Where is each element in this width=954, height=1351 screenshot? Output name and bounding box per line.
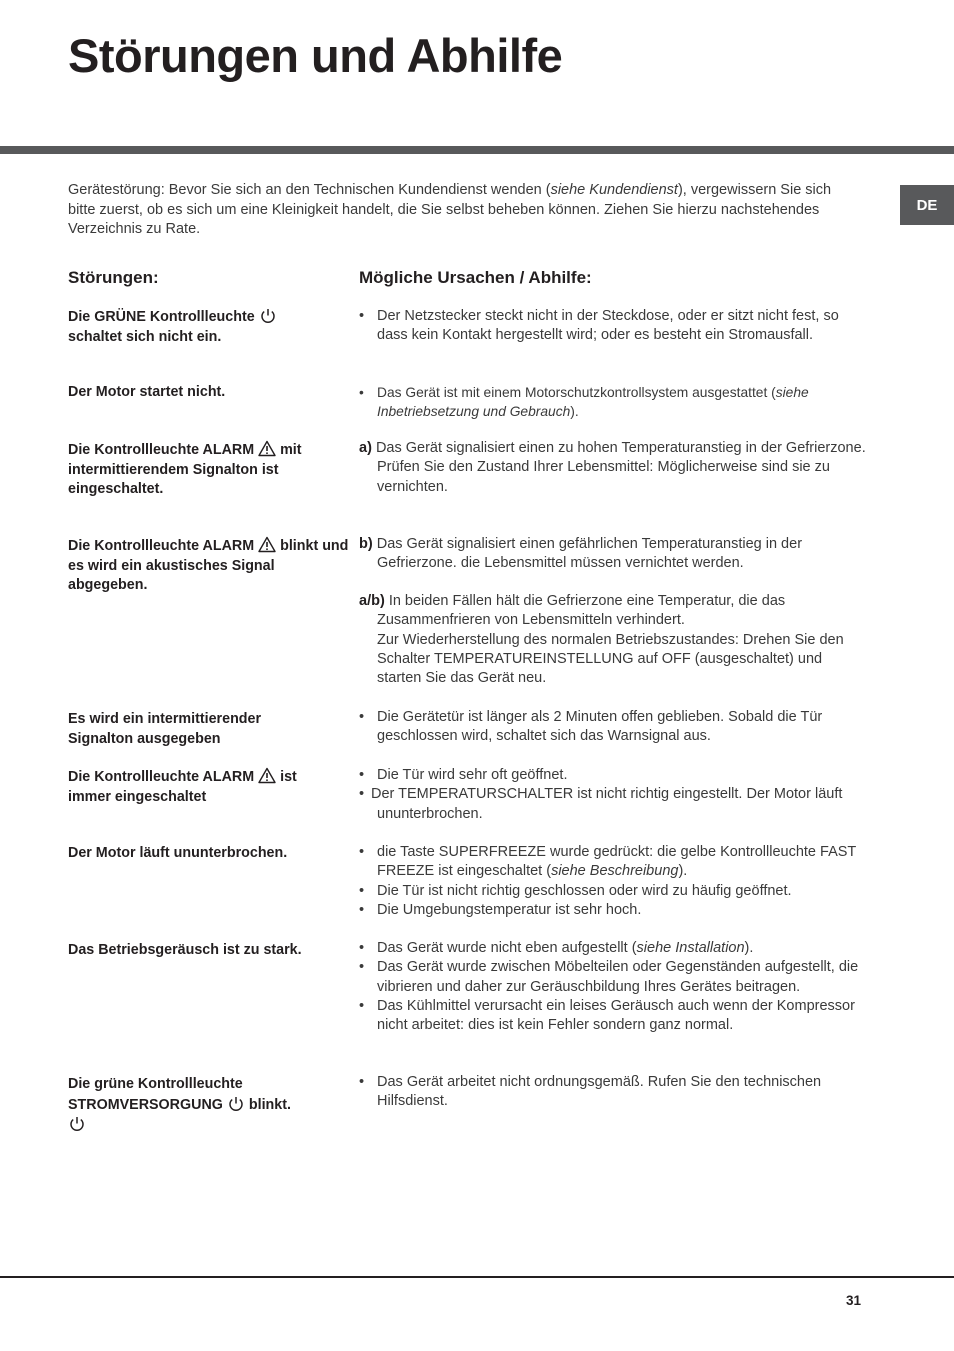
remedy-green-light bbox=[359, 307, 869, 346]
intro-reference: siehe Kundendienst bbox=[550, 182, 678, 198]
remedies-column-heading: Mögliche Ursachen / Abhilfe: bbox=[359, 268, 592, 287]
problem-alarm-always-on: Die Kontrollleuchte ALARM ist immer eingeschaltet bbox=[68, 769, 297, 805]
list-item: • die Taste SUPERFREEZE wurde gedrückt: die gelbe Kontrollleuchte FAST FREEZE ist eingeschaltet (siehe Beschreibung). bbox=[359, 844, 857, 880]
list-item: • Die Gerätetür ist länger als 2 Minuten offen geblieben. Sobald die Tür geschlossen wird, schaltet sich das Warnsignal aus. bbox=[359, 709, 823, 745]
problem-power-light-blinking: Die grüne Kontrollleuchte STROMVERSORGUNG blinkt. bbox=[68, 1075, 318, 1136]
list-item: • Die Tür wird sehr oft geöffnet. bbox=[359, 767, 568, 783]
intro-text-end: ), vergewissern Sie sich bitte zuerst, ob es sich um eine Kleinigkeit handelt, die Sie selbst beheben können. Ziehen Sie hierzu nachstehendes Verzeichnis zu Rate. bbox=[68, 182, 832, 237]
list-item: • Das Gerät ist mit einem Motorschutzkontrollsystem ausgestattet (siehe Inbetriebsetzung und Gebrauch). bbox=[359, 385, 809, 420]
problems-column-heading: Störungen: bbox=[68, 268, 159, 287]
power-icon bbox=[227, 1095, 245, 1112]
problem-noise: Das Betriebsgeräusch ist zu stark. bbox=[68, 942, 302, 958]
language-tab bbox=[900, 185, 954, 225]
list-item: • Die Tür ist nicht richtig geschlossen oder wird zu häufig geöffnet. bbox=[359, 882, 792, 899]
list-item: b) Das Gerät signalisiert einen gefährlichen Temperaturanstieg in der Gefrierzone. die Lebensmittel müssen vernichtet werden. bbox=[359, 536, 803, 572]
list-item: • Die Umgebungstemperatur ist sehr hoch. bbox=[359, 901, 642, 918]
bottom-rule-divider bbox=[0, 1276, 954, 1278]
intro-text: Gerätestörung: Bevor Sie sich an den Technischen Kundendienst wenden ( bbox=[68, 182, 551, 198]
list-item: • Der Netzstecker steckt nicht in der Steckdose, oder er sitzt nicht fest, so dass kein Kontakt hergestellt wird; oder es besteht ein Stromausfall. bbox=[359, 308, 839, 344]
problem-alarm-intermittent: Die Kontrollleuchte ALARM mit intermittierendem Signalton ist eingeschaltet. bbox=[68, 442, 302, 497]
language-tab-label: DE bbox=[916, 196, 938, 214]
top-rule-divider bbox=[0, 146, 954, 154]
remedy-motor-continuous bbox=[359, 843, 869, 920]
remedy-noise bbox=[359, 939, 859, 1035]
list-item: • Der TEMPERATURSCHALTER ist nicht richtig eingestellt. Der Motor läuft ununterbrochen. bbox=[359, 786, 843, 822]
problem-alarm-blinking: Die Kontrollleuchte ALARM blinkt und es wird ein akustisches Signal abgegeben. bbox=[68, 538, 349, 593]
list-item: a) Das Gerät signalisiert einen zu hohen Temperaturanstieg in der Gefrierzone. Prüfen Sie den Zustand Ihrer Lebensmittel: Möglicherweise sind sie zu vernichten. bbox=[359, 440, 866, 495]
remedy-alarm-b bbox=[359, 535, 869, 574]
remedy-motor-not-starting bbox=[359, 383, 839, 422]
page-title: Störungen und Abhilfe bbox=[68, 29, 563, 82]
power-icon bbox=[259, 307, 277, 324]
list-item: • Das Gerät wurde zwischen Möbelteilen oder Gegenständen aufgestellt, die vibrieren und daher zur Geräuschbildung Ihres Gerätes beitragen. bbox=[359, 959, 859, 995]
problem-intermittent-signal: Es wird ein intermittierender Signalton ausgegeben bbox=[68, 711, 262, 747]
remedy-alarm-always-on bbox=[359, 766, 869, 824]
warning-icon bbox=[258, 767, 276, 784]
intro-paragraph bbox=[68, 181, 858, 240]
warning-icon bbox=[258, 536, 276, 553]
remedy-alarm-a bbox=[359, 439, 869, 497]
list-item: • Das Gerät arbeitet nicht ordnungsgemäß. Rufen Sie den technischen Hilfsdienst. bbox=[359, 1074, 822, 1110]
remedy-alarm-ab bbox=[359, 592, 859, 688]
problem-green-light: Die GRÜNE Kontrollleuchte schaltet sich nicht ein. bbox=[68, 307, 350, 347]
list-item: a/b) In beiden Fällen hält die Gefrierzone eine Temperatur, die das Zusammenfrieren von Lebensmitteln verhindert. Zur Wiederherstellung des normalen Betriebszustandes: Drehen Sie den Schalter TEMPERATUREINSTELLUNG auf OFF (ausgeschaltet) und starten Sie das Gerät neu. bbox=[359, 593, 844, 687]
warning-icon bbox=[258, 440, 276, 457]
page-number: 31 bbox=[845, 1293, 861, 1308]
list-item: • Das Gerät wurde nicht eben aufgestellt (siehe Installation). bbox=[359, 940, 754, 956]
list-item: • Das Kühlmittel verursacht ein leises Geräusch auch wenn der Kompressor nicht arbeitet: dies ist kein Fehler sondern ganz normal. bbox=[359, 997, 855, 1034]
power-icon bbox=[68, 1115, 86, 1132]
problem-motor-continuous: Der Motor läuft ununterbrochen. bbox=[68, 845, 288, 861]
remedy-power-light-blinking bbox=[359, 1073, 869, 1112]
problem-motor-not-starting: Der Motor startet nicht. bbox=[68, 384, 226, 400]
remedy-intermittent-signal bbox=[359, 708, 869, 747]
